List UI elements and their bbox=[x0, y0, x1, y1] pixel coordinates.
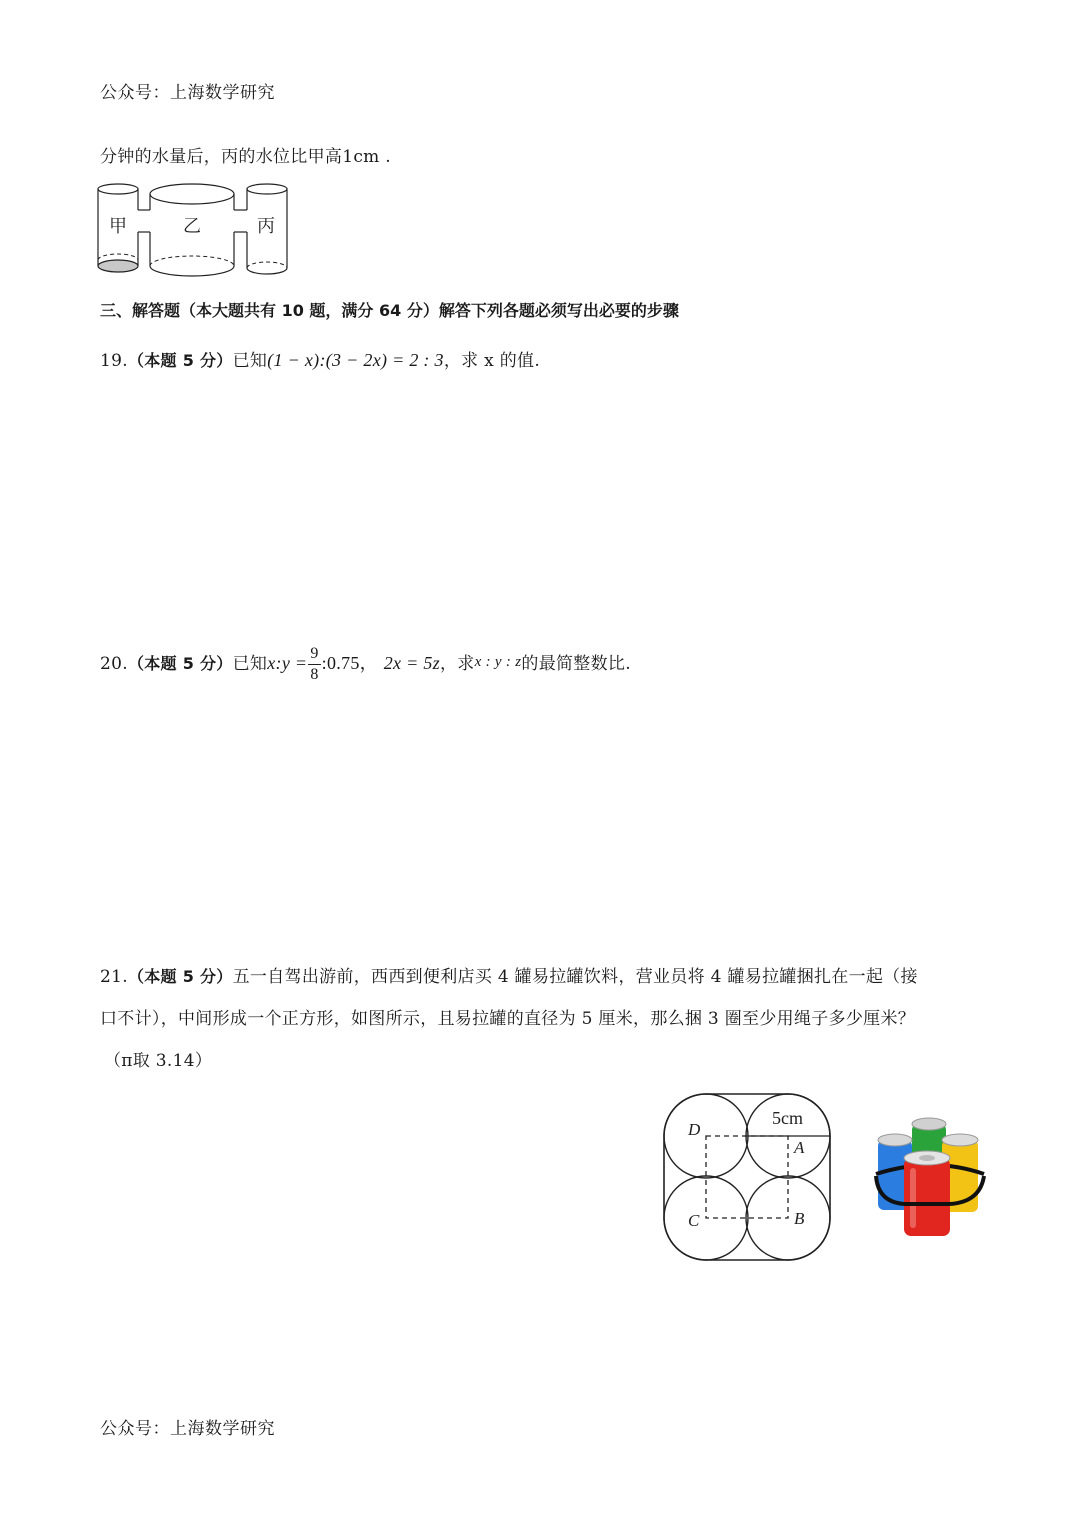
q20-tail: 的最简整数比. bbox=[521, 654, 631, 674]
page-footer: 公众号：上海数学研究 bbox=[100, 1419, 275, 1439]
q20-ratio: x : y : z bbox=[474, 654, 522, 670]
tank-label-yi: 乙 bbox=[183, 216, 201, 236]
section-three-title: 三、解答题（本大题共有 10 题，满分 64 分）解答下列各题必须写出必要的步骤 bbox=[100, 301, 679, 320]
q19-number: 19. bbox=[100, 351, 128, 371]
q19-score: （本题 5 分） bbox=[127, 351, 233, 370]
cans-bundle-image bbox=[872, 1112, 992, 1242]
q20-frac-numerator: 9 bbox=[308, 646, 320, 665]
cans-diagram bbox=[660, 1090, 840, 1270]
tank-label-jia: 甲 bbox=[109, 216, 127, 236]
q20-mid: ，求 bbox=[439, 654, 475, 674]
q19-lead: 已知 bbox=[232, 351, 268, 371]
q20-lead: 已知 bbox=[232, 654, 268, 674]
tanks-figure bbox=[95, 180, 295, 280]
q20-frac-denominator: 8 bbox=[310, 666, 319, 683]
q20-expr-right: :0.75， bbox=[321, 653, 378, 673]
question-21-line3: （π取 3.14） bbox=[104, 1051, 213, 1071]
point-a: A bbox=[794, 1138, 805, 1157]
question-20 bbox=[100, 646, 631, 683]
question-continuation: 分钟的水量后，丙的水位比甲高1cm . bbox=[100, 147, 391, 167]
q21-score: （本题 5 分） bbox=[127, 967, 233, 986]
q20-expr2: 2x = 5z bbox=[383, 653, 440, 673]
q20-score: （本题 5 分） bbox=[127, 654, 233, 673]
q20-expr-left: x:y = bbox=[267, 653, 308, 673]
question-19 bbox=[100, 346, 540, 371]
point-c: C bbox=[688, 1211, 700, 1230]
q19-expression: (1 − x):(3 − 2x) = 2 : 3 bbox=[267, 350, 444, 370]
q21-line1: 五一自驾出游前，西西到便利店买 4 罐易拉罐饮料，营业员将 4 罐易拉罐捆扎在一起（接 bbox=[232, 967, 918, 987]
q19-tail: ，求 x 的值. bbox=[443, 351, 541, 371]
q20-number: 20. bbox=[100, 654, 128, 674]
tank-label-bing: 丙 bbox=[257, 216, 275, 236]
point-b: B bbox=[794, 1209, 805, 1228]
q20-fraction bbox=[308, 646, 320, 683]
question-21-line1 bbox=[100, 962, 918, 987]
point-d: D bbox=[688, 1120, 701, 1139]
q21-number: 21. bbox=[100, 967, 128, 987]
dimension-label: 5cm bbox=[772, 1108, 803, 1128]
page-header: 公众号：上海数学研究 bbox=[100, 83, 275, 103]
question-21-line2: 口不计），中间形成一个正方形，如图所示，且易拉罐的直径为 5 厘米，那么捆 3 圈至少用绳子多少厘米？ bbox=[100, 1009, 916, 1029]
